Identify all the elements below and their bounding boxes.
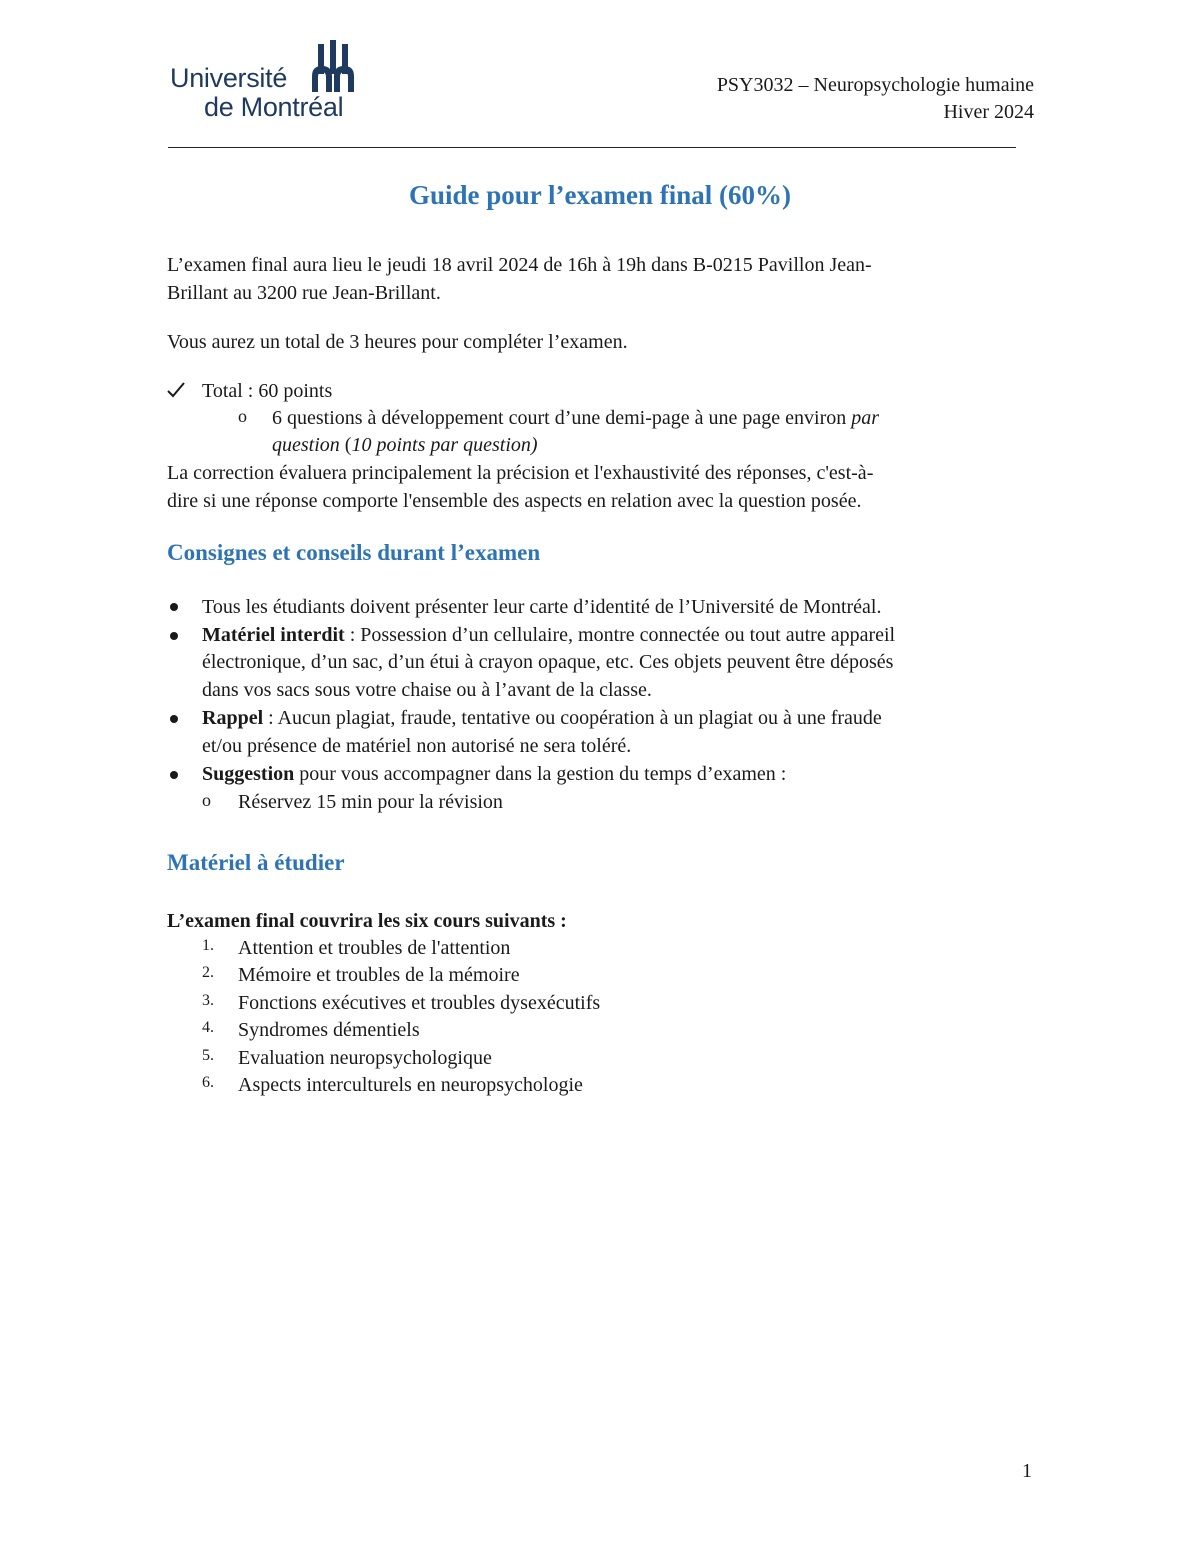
total-sub-italic-points: 10 points par question) xyxy=(351,434,538,456)
course-item: Aspects interculturels en neuropsychologie xyxy=(238,1074,583,1096)
university-logo xyxy=(170,40,370,125)
intro-line-1: L’examen final aura lieu le jeudi 18 avril 2024 de 16h à 19h dans B-0215 Pavillon Jean- xyxy=(167,254,872,276)
total-sub-italic: par xyxy=(851,407,880,429)
correction-line-2: dire si une réponse comporte l'ensemble des aspects en relation avec la question posée. xyxy=(167,490,862,512)
course-item: Evaluation neuropsychologique xyxy=(238,1046,492,1069)
section-heading-materiel: Matériel à étudier xyxy=(167,850,345,875)
page-title: Guide pour l’examen final (60%) xyxy=(408,180,791,210)
course-item: Attention et troubles de l'attention xyxy=(238,937,511,959)
section-heading-consignes: Consignes et conseils durant l’examen xyxy=(167,540,541,565)
logo-line1: Université xyxy=(170,63,288,93)
correction-line-1: La correction évaluera principalement la précision et l'exhaustivité des réponses, c'est-à- xyxy=(167,462,874,484)
header-rule xyxy=(168,147,1016,148)
total-sub-text: 6 questions à développement court d’une demi-page à une page environ xyxy=(272,407,852,429)
course-number: 4. xyxy=(202,1019,214,1037)
course-number: 2. xyxy=(202,964,214,982)
course-item: Syndromes démentiels xyxy=(238,1019,420,1042)
consigne-item-2-line-1 xyxy=(202,621,895,649)
course-number: 3. xyxy=(202,991,214,1009)
course-item: Fonctions exécutives et troubles dysexécutifs xyxy=(238,991,601,1014)
suggestion-label: Suggestion xyxy=(202,763,295,785)
logo-mark-icon xyxy=(310,40,362,92)
course-name: PSY3032 – Neuropsychologie humaine xyxy=(716,74,1034,96)
course-number: 6. xyxy=(202,1074,214,1091)
course-header xyxy=(717,72,1034,126)
total-label: Total : 60 points xyxy=(202,380,333,402)
consigne-item-4 xyxy=(202,760,786,788)
consigne-item-1: Tous les étudiants doivent présenter leur carte d’identité de l’Université de Montréal. xyxy=(202,596,882,618)
consigne-item-4-sub: Réservez 15 min pour la révision xyxy=(238,791,503,813)
consigne-item-4-text: pour vous accompagner dans la gestion du temps d’examen : xyxy=(294,763,787,785)
consigne-item-2-line-2: électronique, d’un sac, d’un étui à crayon opaque, etc. Ces objets peuvent être déposés xyxy=(202,651,894,673)
consigne-item-2-line-3: dans vos sacs sous votre chaise ou à l’avant de la classe. xyxy=(202,679,652,701)
bullet-icon xyxy=(170,632,178,640)
total-sub-line-1 xyxy=(272,404,879,432)
rappel-label: Rappel xyxy=(202,707,264,729)
consigne-item-3-line-2: et/ou présence de matériel non autorisé ne sera toléré. xyxy=(202,735,632,757)
intro-line-2: Brillant au 3200 rue Jean-Brillant. xyxy=(167,282,441,304)
total-sub-line-2 xyxy=(272,431,538,459)
course-item: Mémoire et troubles de la mémoire xyxy=(238,964,520,987)
total-sub-paren: ( xyxy=(339,434,352,456)
consigne-item-3-line-1 xyxy=(202,704,882,732)
circle-bullet-icon: o xyxy=(202,790,211,810)
logo-line2: de Montréal xyxy=(204,92,344,122)
circle-bullet-icon: o xyxy=(238,406,247,426)
checkmark-icon xyxy=(167,382,185,398)
course-number: 1. xyxy=(202,937,214,954)
bullet-icon xyxy=(170,715,178,723)
course-number: 5. xyxy=(202,1046,214,1064)
materiel-lead: L’examen final couvrira les six cours suivants : xyxy=(167,910,567,932)
page-number: 1 xyxy=(1022,1460,1032,1482)
duration-text: Vous aurez un total de 3 heures pour compléter l’examen. xyxy=(167,331,628,353)
consigne-item-2-text: : Possession d’un cellulaire, montre connectée ou tout autre appareil xyxy=(344,624,896,646)
bullet-icon xyxy=(170,603,178,611)
materiel-interdit-label: Matériel interdit xyxy=(202,624,345,646)
bullet-icon xyxy=(170,771,178,779)
total-sub-italic-question: question xyxy=(272,434,340,456)
consigne-item-3-text: : Aucun plagiat, fraude, tentative ou coopération à un plagiat ou à une fraude xyxy=(263,707,882,729)
course-term: Hiver 2024 xyxy=(943,101,1034,123)
